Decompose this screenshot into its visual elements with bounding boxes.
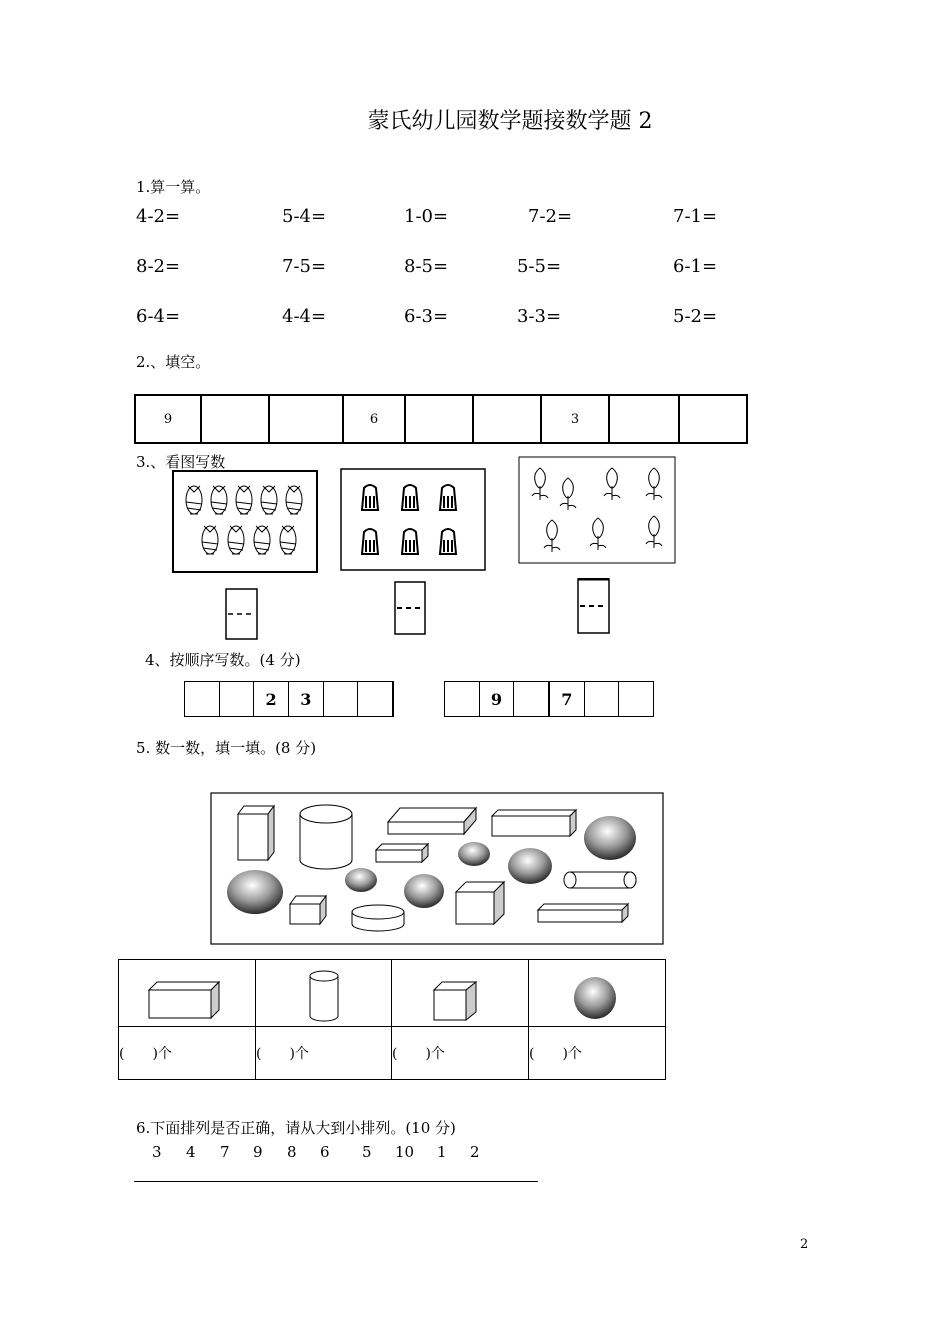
equation: 6-4= — [136, 306, 181, 327]
count-answer[interactable]: ( )个 — [256, 1027, 392, 1080]
number-cell[interactable]: 6 — [343, 395, 405, 443]
sequence-cell[interactable] — [323, 682, 358, 717]
sphere-icon — [529, 960, 665, 1022]
cuboid-shape — [538, 904, 628, 922]
equation: 5-2= — [673, 306, 718, 327]
sequence-number: 10 — [395, 1143, 415, 1161]
q4-label: 4、按顺序写数。(4 分) — [145, 651, 301, 669]
equation: 4-2= — [136, 206, 181, 227]
q4-right-sequence — [444, 681, 654, 717]
cylinder-shape — [352, 905, 404, 931]
cube-shape — [290, 896, 326, 924]
number-cell[interactable]: 9 — [135, 395, 201, 443]
cylinder-icon — [256, 960, 391, 1022]
sequence-cell[interactable] — [584, 682, 619, 717]
equation: 8-5= — [404, 256, 449, 277]
sequence-cell[interactable] — [514, 682, 549, 717]
sequence-number: 3 — [152, 1143, 162, 1161]
cuboid-shape — [388, 808, 476, 834]
solids-picture — [210, 792, 664, 945]
equation: 6-1= — [673, 256, 718, 277]
answer-box[interactable] — [394, 581, 426, 635]
q2-label: 2.、填空。 — [136, 353, 211, 371]
sphere-shape — [227, 870, 283, 914]
sequence-cell[interactable]: 2 — [254, 682, 289, 717]
number-cell[interactable] — [201, 395, 269, 443]
count-answer[interactable]: ( )个 — [529, 1027, 666, 1080]
sequence-cell[interactable] — [619, 682, 654, 717]
answer-box[interactable] — [577, 578, 610, 634]
cuboid-icon — [119, 960, 255, 1022]
box-shape — [238, 806, 274, 860]
number-cell[interactable]: 3 — [541, 395, 609, 443]
cube-icon — [392, 960, 528, 1022]
shape-cell — [392, 960, 529, 1027]
shape-cell — [119, 960, 256, 1027]
cube-shape — [456, 882, 504, 924]
equation: 6-3= — [404, 306, 449, 327]
number-cell[interactable] — [609, 395, 679, 443]
bag-picture — [340, 468, 486, 571]
sequence-cell[interactable] — [219, 682, 254, 717]
sphere-shape — [458, 842, 490, 866]
cylinder-shape — [564, 872, 636, 888]
sphere-shape — [404, 874, 444, 908]
flower-picture — [518, 456, 676, 564]
page-title: 蒙氏幼儿园数学题接数学题 2 — [367, 109, 653, 134]
equation: 5-5= — [517, 256, 562, 277]
q4-left-sequence — [184, 681, 394, 717]
equation: 8-2= — [136, 256, 181, 277]
number-cell[interactable] — [269, 395, 343, 443]
cylinder-shape — [300, 805, 352, 869]
count-answer[interactable]: ( )个 — [119, 1027, 256, 1080]
sequence-cell[interactable]: 9 — [479, 682, 514, 717]
q2-number-row — [134, 394, 748, 444]
sequence-number: 2 — [470, 1143, 480, 1161]
crayfish-picture — [172, 470, 318, 573]
sequence-cell[interactable] — [358, 682, 393, 717]
cuboid-shape — [492, 810, 576, 836]
q6-label: 6.下面排列是否正确，请从大到小排列。(10 分) — [136, 1119, 456, 1137]
sequence-number: 6 — [320, 1143, 330, 1161]
cuboid-shape — [376, 844, 428, 862]
equation: 1-0= — [404, 206, 449, 227]
sequence-number: 8 — [287, 1143, 297, 1161]
q1-label: 1.算一算。 — [136, 178, 211, 196]
equation: 7-1= — [673, 206, 718, 227]
count-answer[interactable]: ( )个 — [392, 1027, 529, 1080]
sphere-shape — [345, 868, 377, 892]
answer-box[interactable] — [225, 588, 258, 640]
sequence-number: 9 — [253, 1143, 263, 1161]
equation: 3-3= — [517, 306, 562, 327]
number-cell[interactable] — [405, 395, 473, 443]
number-cell[interactable] — [473, 395, 541, 443]
sphere-shape — [508, 848, 552, 884]
equation: 5-4= — [282, 206, 327, 227]
sequence-number: 1 — [437, 1143, 447, 1161]
answer-line[interactable] — [134, 1181, 538, 1182]
equation: 4-4= — [282, 306, 327, 327]
equation: 7-2= — [528, 206, 573, 227]
shape-cell — [529, 960, 666, 1027]
sequence-cell[interactable] — [445, 682, 480, 717]
sequence-number: 4 — [186, 1143, 196, 1161]
sphere-shape — [584, 816, 636, 860]
equation: 7-5= — [282, 256, 327, 277]
sequence-number: 7 — [220, 1143, 230, 1161]
q5-label: 5. 数一数，填一填。(8 分) — [136, 739, 317, 757]
q3-label: 3.、看图写数 — [136, 453, 226, 471]
shape-cell — [256, 960, 392, 1027]
sequence-cell[interactable]: 3 — [288, 682, 323, 717]
sequence-cell[interactable] — [185, 682, 220, 717]
shape-count-table — [118, 959, 666, 1080]
page-number: 2 — [800, 1237, 809, 1252]
sequence-number: 5 — [362, 1143, 372, 1161]
sequence-cell[interactable]: 7 — [549, 682, 584, 717]
number-cell[interactable] — [679, 395, 747, 443]
